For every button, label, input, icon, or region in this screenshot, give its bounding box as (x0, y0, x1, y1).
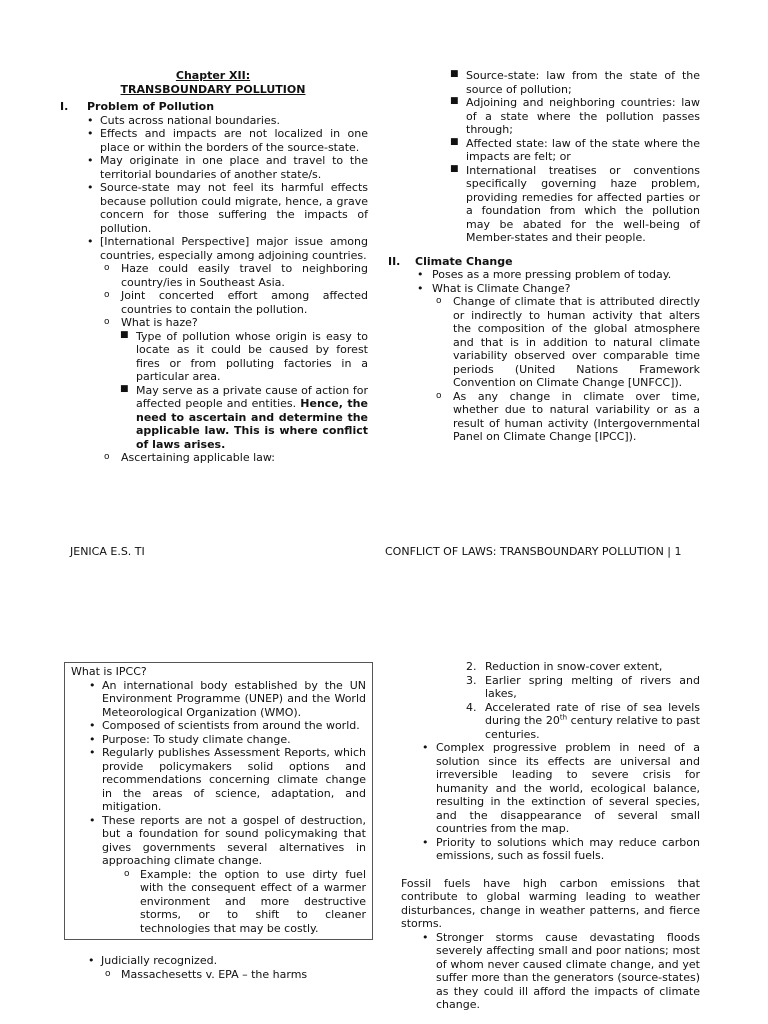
document-page-2 (0, 600, 768, 1024)
ipcc-box (64, 662, 373, 940)
chapter-title: TRANSBOUNDARY POLLUTION (120, 82, 306, 96)
circle-bullet-icon: o (104, 317, 110, 327)
bullet-icon: • (422, 835, 429, 849)
list-item: o As any change in climate over time, whether due to natural variability or as a result of human activity (Intergovernmental Panel on Climate Change [IPCC]). (436, 389, 700, 443)
square-bullet-icon: ■ (120, 329, 129, 340)
list-item: o Example: the option to use dirty fuel with the consequent effect of a warmer environment and more destructive storms, or to shift to cleaner technologies that may be costly. (124, 867, 366, 935)
square-bullet-icon: ■ (120, 383, 129, 394)
ipcc-example-list (71, 868, 366, 936)
list-item: • Effects and impacts are not localized in one place or within the borders of the source-state. (87, 127, 368, 154)
list-item: • Stronger storms cause devastating floods severely affecting small and poor nations; most of whom never caused climate change, and yet suffer more than the generators (source-states) as they could ill afford the impacts of climate change. (422, 930, 700, 1011)
circle-bullet-icon: o (104, 452, 110, 462)
list-item: • Purpose: To study climate change. (89, 732, 291, 746)
bullet-icon: • (87, 181, 94, 194)
section-number: II. (388, 254, 401, 268)
list-item: o Ascertaining applicable law: (104, 451, 275, 464)
list-item: • Composed of scientists from around the world. (89, 719, 360, 732)
bullet-icon: • (417, 281, 424, 295)
solution-list (398, 741, 700, 863)
list-item: • Poses as a more pressing problem of today. (417, 268, 672, 281)
bullet-icon: • (87, 113, 94, 127)
list-item: ■ Source-state: law from the state of the source of pollution; (450, 69, 700, 96)
pollution-list (58, 114, 368, 263)
ascertain-list (58, 451, 368, 465)
list-item: o Haze could easily travel to neighboring country/ies in Southeast Asia. (104, 262, 368, 289)
circle-bullet-icon: o (436, 296, 442, 306)
footer-page-title: CONFLICT OF LAWS: TRANSBOUNDARY POLLUTION | 1 (385, 545, 682, 558)
bullet-icon: • (89, 719, 96, 732)
applicable-law-list (386, 69, 700, 245)
list-item: o What is haze? (104, 316, 198, 329)
judicial-list (64, 954, 373, 968)
list-item: • Source-state may not feel its harmful effects because pollution could migrate, hence, a grave concern for those suffering the impacts of pollution. (87, 181, 368, 235)
climate-definition-list (386, 295, 700, 444)
section-heading-2 (386, 255, 700, 269)
circle-bullet-icon: o (436, 390, 442, 401)
list-item: • Cuts across national boundaries. (87, 113, 280, 127)
list-item: • Judicially recognized. (88, 954, 218, 967)
list-item: ■ May serve as a private cause of action for affected people and entities. Hence, the need to ascertain and determine the applicable law. This is where conflict of laws arises. (120, 383, 368, 451)
square-bullet-icon: ■ (450, 163, 459, 174)
page1-left-column (58, 69, 368, 465)
list-item: 4. Accelerated rate of rise of sea levels during the 20th century relative to past centuries. (466, 700, 700, 741)
climate-change-list (386, 268, 700, 295)
chapter-number: Chapter XII: (175, 69, 251, 82)
ipcc-list (71, 679, 366, 868)
box-title: What is IPCC? (71, 665, 147, 678)
bullet-icon: • (88, 954, 95, 967)
bullet-icon: • (87, 235, 94, 248)
perspective-sublist (58, 262, 368, 330)
list-item: • What is Climate Change? (417, 281, 571, 295)
list-item: o Joint concerted effort among affected countries to contain the pollution. (104, 289, 368, 316)
bullet-icon: • (87, 127, 94, 140)
list-item: ■ Affected state: law of the state where the impacts are felt; or (450, 136, 700, 163)
list-item: ■ International treatises or conventions specifically governing haze problem, providing remedies for affected parties or a foundation from which the pollution may be abated for the well-being of Member-states and their people. (450, 163, 700, 244)
list-item: • An international body established by the UN Environment Programme (UNEP) and the World Meteorological Organization (WMO). (89, 678, 366, 719)
case-list (64, 968, 373, 982)
impacts-numbered-list (398, 660, 700, 741)
bullet-icon: • (89, 813, 96, 827)
page2-right-column (398, 660, 700, 1012)
bullet-icon: • (417, 268, 424, 281)
conflict-of-laws-emphasis: Hence, the need to ascertain and determine the applicable law. This is where conflict of laws arises. (136, 397, 368, 451)
list-item: • Complex progressive problem in need of a solution since its effects are universal and irreversible leading to severe crisis for humanity and the world, ecological balance, resulting in the extinction of several species, and the disappearance of several small countries from the map. (422, 741, 700, 835)
section-number: I. (60, 100, 69, 113)
circle-bullet-icon: o (104, 263, 110, 273)
square-bullet-icon: ■ (450, 96, 459, 106)
circle-bullet-icon: o (124, 868, 130, 879)
list-item: 3. Earlier spring melting of rivers and lakes, (466, 673, 700, 700)
list-item: o Massachesetts v. EPA – the harms (105, 967, 308, 981)
page2-left-column (64, 662, 373, 981)
circle-bullet-icon: o (105, 968, 111, 979)
footer-author: JENICA E.S. TI (70, 545, 145, 558)
section-title: Problem of Pollution (87, 100, 215, 113)
bullet-icon: • (89, 746, 96, 759)
section-title: Climate Change (415, 254, 513, 268)
bullet-icon: • (422, 930, 429, 944)
list-item: 2. Reduction in snow-cover extent, (466, 660, 663, 673)
list-item: ■ Type of pollution whose origin is easy to locate as it could be caused by forest fires or from polluting factories in a particular area. (120, 329, 368, 383)
list-item: • [International Perspective] major issue among countries, especially among adjoining countries. (87, 235, 368, 262)
bullet-icon: • (87, 154, 94, 167)
square-bullet-icon: ■ (450, 69, 459, 79)
bullet-icon: • (89, 678, 96, 692)
list-item: • Priority to solutions which may reduce carbon emissions, such as fossil fuels. (422, 835, 700, 862)
list-item: o Change of climate that is attributed directly or indirectly to human activity that alters the composition of the global atmosphere and that is in addition to natural climate variability observed over comparable time periods (United Nations Framework Convention on Climate Change [UNFCC]). (436, 295, 700, 389)
list-item: ■ Adjoining and neighboring countries: law of a state where the pollution passes through; (450, 96, 700, 136)
haze-sublist (58, 330, 368, 452)
list-item: • These reports are not a gospel of destruction, but a foundation for sound policymaking that gives governments several alternatives in approaching climate change. (89, 813, 366, 867)
section-heading-1 (58, 100, 368, 114)
fossil-fuel-paragraph: Fossil fuels have high carbon emissions that contribute to global warming leading to weather disturbances, change in weather patterns, and fierce storms. (401, 876, 700, 930)
page1-right-column (386, 69, 700, 444)
circle-bullet-icon: o (104, 290, 110, 300)
bullet-icon: • (422, 741, 429, 754)
bullet-icon: • (89, 732, 96, 746)
list-item: • Regularly publishes Assessment Reports, which provide policymakers solid options and recommendations concerning climate change in the areas of science, adaptation, and mitigation. (89, 746, 366, 813)
list-item: • May originate in one place and travel to the territorial boundaries of another state/s. (87, 154, 368, 181)
storm-list (398, 931, 700, 1012)
square-bullet-icon: ■ (450, 136, 459, 147)
